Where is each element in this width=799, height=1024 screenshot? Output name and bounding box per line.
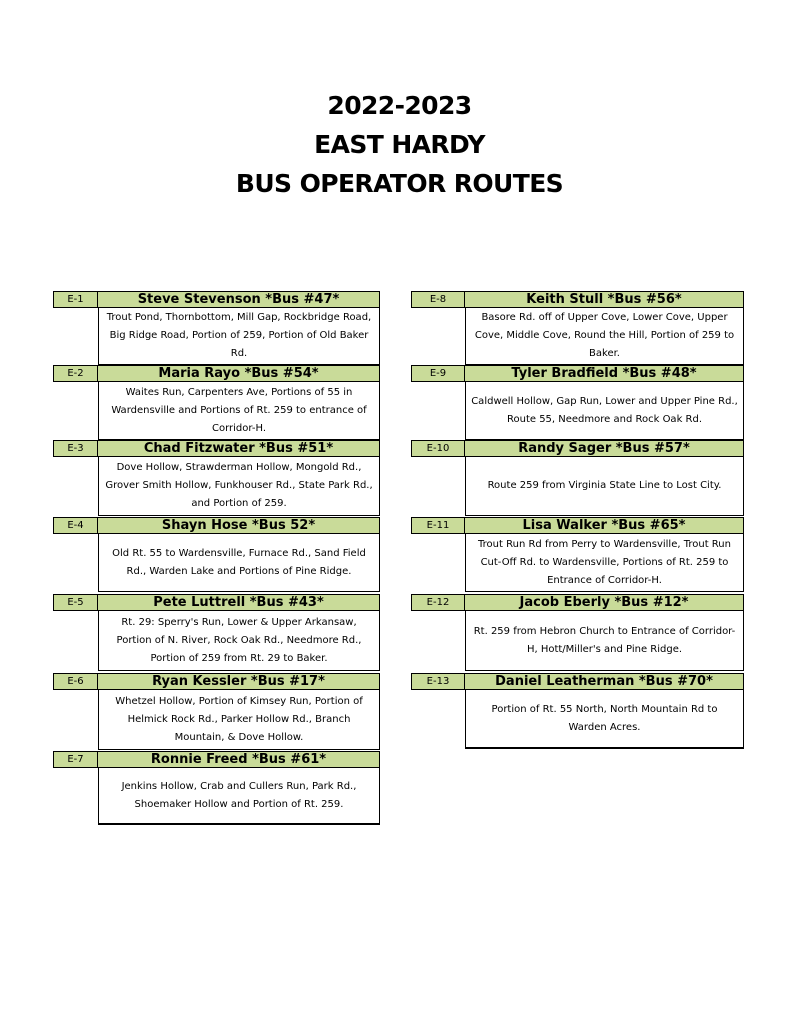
title-school: EAST HARDY — [314, 130, 485, 159]
route-e3 — [53, 440, 380, 516]
route-description: Dove Hollow, Strawderman Hollow, Mongold Rd., Grover Smith Hollow, Funkhouser Rd., State Park Rd., and Portion of 259. — [98, 457, 380, 516]
route-driver: Ryan Kessler *Bus #17* — [98, 673, 380, 690]
route-code: E-1 — [53, 291, 98, 308]
route-e11 — [411, 517, 744, 592]
route-driver: Keith Stull *Bus #56* — [465, 291, 744, 308]
route-driver: Tyler Bradfield *Bus #48* — [465, 365, 744, 382]
route-e1 — [53, 291, 380, 365]
route-code: E-12 — [411, 594, 465, 611]
route-description: Jenkins Hollow, Crab and Cullers Run, Park Rd., Shoemaker Hollow and Portion of Rt. 259. — [98, 768, 380, 825]
route-description: Route 259 from Virginia State Line to Lost City. — [465, 457, 744, 516]
route-e8 — [411, 291, 744, 365]
route-description: Rt. 29: Sperry's Run, Lower & Upper Arkansaw, Portion of N. River, Rock Oak Rd., Needmore Rd., Portion of 259 from Rt. 29 to Baker. — [98, 611, 380, 671]
route-description: Old Rt. 55 to Wardensville, Furnace Rd., Sand Field Rd., Warden Lake and Portions of Pine Ridge. — [98, 534, 380, 592]
route-code: E-3 — [53, 440, 98, 457]
route-driver: Ronnie Freed *Bus #61* — [98, 751, 380, 768]
route-code: E-6 — [53, 673, 98, 690]
route-description: Portion of Rt. 55 North, North Mountain Rd to Warden Acres. — [465, 690, 744, 749]
route-driver: Pete Luttrell *Bus #43* — [98, 594, 380, 611]
route-e10 — [411, 440, 744, 516]
route-description: Trout Pond, Thornbottom, Mill Gap, Rockbridge Road, Big Ridge Road, Portion of 259, Portion of Old Baker Rd. — [98, 308, 380, 365]
route-description: Waites Run, Carpenters Ave, Portions of 55 in Wardensville and Portions of Rt. 259 to entrance of Corridor-H. — [98, 382, 380, 440]
route-driver: Jacob Eberly *Bus #12* — [465, 594, 744, 611]
route-e13 — [411, 673, 744, 749]
route-description: Basore Rd. off of Upper Cove, Lower Cove, Upper Cove, Middle Cove, Round the Hill, Portion of 259 to Baker. — [465, 308, 744, 365]
route-driver: Steve Stevenson *Bus #47* — [98, 291, 380, 308]
route-driver: Shayn Hose *Bus 52* — [98, 517, 380, 534]
route-code: E-8 — [411, 291, 465, 308]
route-code: E-10 — [411, 440, 465, 457]
route-e9 — [411, 365, 744, 440]
route-e4 — [53, 517, 380, 592]
route-code: E-5 — [53, 594, 98, 611]
route-description: Rt. 259 from Hebron Church to Entrance of Corridor-H, Hott/Miller's and Pine Ridge. — [465, 611, 744, 671]
route-e7 — [53, 751, 380, 825]
route-driver: Maria Rayo *Bus #54* — [98, 365, 380, 382]
route-driver: Randy Sager *Bus #57* — [465, 440, 744, 457]
route-description: Caldwell Hollow, Gap Run, Lower and Upper Pine Rd., Route 55, Needmore and Rock Oak Rd. — [465, 382, 744, 440]
route-e6 — [53, 673, 380, 750]
route-description: Whetzel Hollow, Portion of Kimsey Run, Portion of Helmick Rock Rd., Parker Hollow Rd., Branch Mountain, & Dove Hollow. — [98, 690, 380, 750]
title-year: 2022-2023 — [327, 91, 472, 120]
document-title — [0, 86, 799, 203]
title-subject: BUS OPERATOR ROUTES — [235, 169, 564, 198]
route-code: E-11 — [411, 517, 465, 534]
route-e2 — [53, 365, 380, 440]
route-code: E-9 — [411, 365, 465, 382]
route-code: E-2 — [53, 365, 98, 382]
route-code: E-4 — [53, 517, 98, 534]
route-driver: Chad Fitzwater *Bus #51* — [98, 440, 380, 457]
route-code: E-7 — [53, 751, 98, 768]
route-e12 — [411, 594, 744, 671]
route-e5 — [53, 594, 380, 671]
route-description: Trout Run Rd from Perry to Wardensville, Trout Run Cut-Off Rd. to Wardensville, Portions of Rt. 259 to Entrance of Corridor-H. — [465, 534, 744, 592]
route-code: E-13 — [411, 673, 465, 690]
route-driver: Daniel Leatherman *Bus #70* — [465, 673, 744, 690]
route-driver: Lisa Walker *Bus #65* — [465, 517, 744, 534]
